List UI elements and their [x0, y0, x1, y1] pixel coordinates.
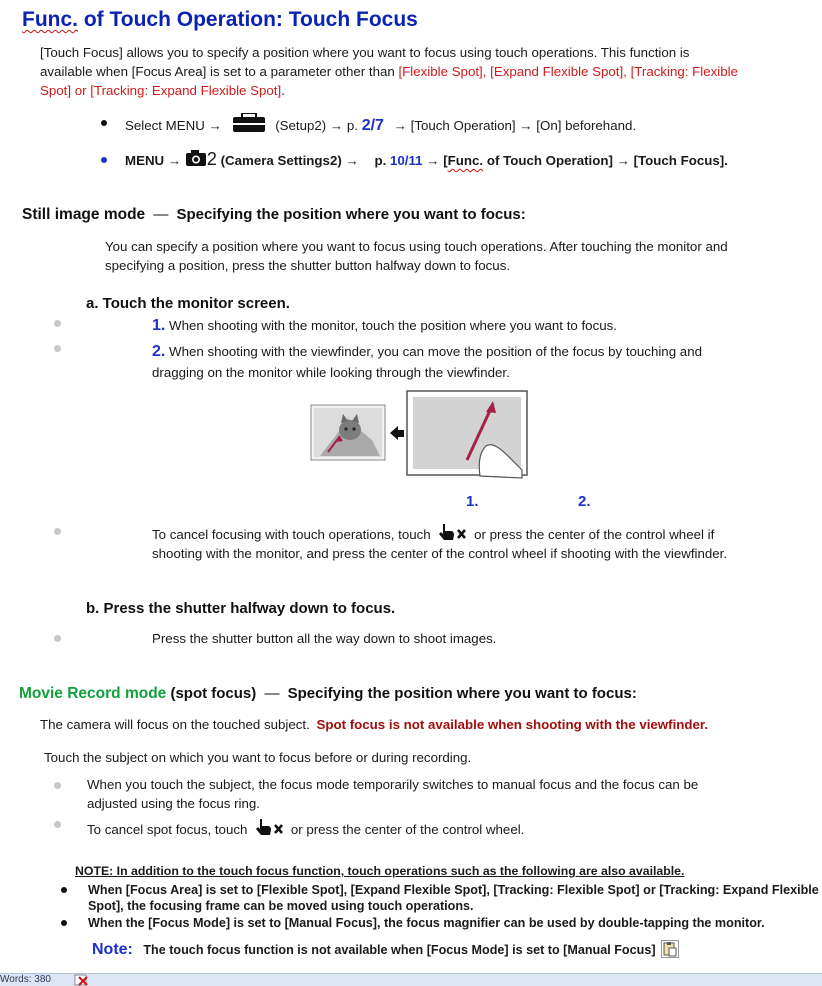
- cancel-spot-focus-text: To cancel spot focus, touch or press the center of the control wheel.: [87, 818, 524, 839]
- bullet-marker: [54, 821, 61, 828]
- step-2-text: 2. When shooting with the viewfinder, you can move the position of the focus by touching and dragging on the monitor while looking through the viewfinder.: [152, 343, 702, 380]
- touch-focus-illustration: [310, 390, 532, 480]
- movie-mode-description: The camera will focus on the touched subject. Spot focus is not available when shooting with the viewfinder.: [40, 717, 709, 732]
- still-image-heading: Still image mode — Specifying the position where you want to focus:: [22, 206, 526, 223]
- intro-paragraph: [Touch Focus] allows you to specify a position where you want to focus using touch operations. This function is available when [Focus Area] is set to a parameter other than [Flexible Spot], [Expand Flexible Spot], [Tracking: Flexible Spot] or [Tracking: Expand Flexible Spot].: [40, 45, 738, 98]
- bullet-marker: [54, 635, 61, 642]
- note-item-focus-area: When [Focus Area] is set to [Flexible Spot], [Expand Flexible Spot], [Tracking: Flexible Spot] or [Tracking: Expand Flexible Spot], the focusing frame can be moved using touch operations.: [88, 883, 819, 913]
- bullet-marker: [61, 887, 67, 893]
- touch-cancel-icon: [254, 818, 284, 836]
- figure-label-1: 1.: [466, 493, 479, 510]
- bullet-marker: [101, 157, 107, 163]
- bullet-marker: [101, 120, 107, 126]
- proofing-error-icon[interactable]: [74, 974, 90, 986]
- camera-icon: [185, 149, 207, 167]
- setup-instruction: Select MENU → (Setup2) → p. 2/7 → [Touch Operation] → [On] beforehand.: [125, 113, 636, 135]
- step-b-heading: b. Press the shutter halfway down to focus.: [86, 600, 396, 617]
- touch-cancel-icon: [437, 523, 467, 541]
- still-image-description: You can specify a position where you want to focus using touch operations. After touching the monitor and specifying a position, press the shutter button halfway down to focus.: [105, 239, 728, 273]
- arrow-left-icon: [390, 426, 404, 440]
- step-1-text: 1. When shooting with the monitor, touch the position where you want to focus.: [152, 317, 617, 334]
- page-title: Func. of Touch Operation: Touch Focus: [22, 8, 418, 31]
- cancel-focus-text: To cancel focusing with touch operations, touch or press the center of the control wheel if shooting with the monitor, and press the center of the control wheel if shooting with the viewfinder.: [152, 523, 812, 563]
- clipboard-paste-icon[interactable]: [661, 940, 679, 958]
- step-b-text: Press the shutter button all the way down to shoot images.: [152, 631, 497, 646]
- movie-mode-instruction: Touch the subject on which you want to focus before or during recording.: [44, 750, 472, 765]
- note-item-focus-mode: When the [Focus Mode] is set to [Manual Focus], the focus magnifier can be used by double-tapping the monitor.: [88, 916, 765, 930]
- figure-label-2: 2.: [578, 493, 591, 510]
- camera-settings-instruction: MENU → 2 (Camera Settings2) → p. 10/11 → [Func. of Touch Operation] → [Touch Focus].: [125, 149, 728, 169]
- bullet-marker: [54, 782, 61, 789]
- spot-focus-note: When you touch the subject, the focus mode temporarily switches to manual focus and the focus can be adjusted using the focus ring.: [87, 777, 699, 811]
- bullet-marker: [54, 528, 61, 535]
- bullet-marker: [61, 920, 67, 926]
- movie-mode-heading: Movie Record mode (spot focus) — Specifying the position where you want to focus:: [19, 685, 637, 702]
- step-a-heading: a. Touch the monitor screen.: [86, 295, 290, 312]
- toolbox-icon: [232, 113, 266, 133]
- word-count[interactable]: Words: 380: [0, 974, 51, 985]
- bullet-marker: [54, 345, 61, 352]
- final-note: Note: The touch focus function is not available when [Focus Mode] is set to [Manual Focus]: [92, 940, 679, 959]
- monitor-touch-drag-diagram: [407, 391, 527, 478]
- note-heading: NOTE: In addition to the touch focus function, touch operations such as the following are also available.: [75, 864, 685, 878]
- bullet-marker: [54, 320, 61, 327]
- status-bar: [0, 973, 822, 986]
- monitor-preview-image: [311, 405, 385, 460]
